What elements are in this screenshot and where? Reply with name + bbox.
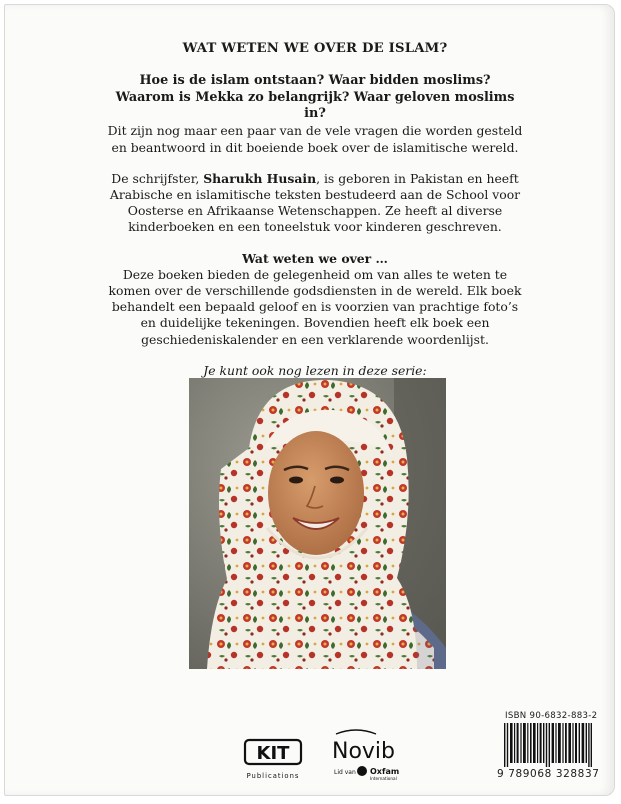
intro-paragraph: Dit zijn nog maar een paar van de vele vragen die worden gesteld en beantwoord in dit boeiende boek over de islamitische wereld. [107,123,523,155]
novib-member: Lid van [334,769,356,776]
question-line: Waarom is Mekka zo belangrijk? Waar geloven moslims in? [115,89,515,122]
kit-logo-icon [237,736,309,782]
book-back-cover [4,4,615,796]
author-name: Sharukh Husain [203,170,317,186]
barcode-icon [504,723,592,767]
kit-sub: Publications [246,772,300,780]
author-text-after: , is geboren in Pakistan en heeft Arabische en islamitische teksten bestudeerd aan de School voor Oosterse en Afrikaanse Wetenschappen. Ze heeft al diverse kinderboeken en een toneelstuk voor kinderen geschreven. [109,170,521,235]
photo-girl-in-headscarf [189,378,446,669]
series-heading: Wat weten we over … [242,250,388,266]
barcode [504,723,592,767]
cover-photo [189,378,446,669]
oxfam-wordmark: Oxfam [370,767,400,776]
novib-logo-icon [330,728,408,782]
author-paragraph [105,171,525,236]
also-label: Je kunt ook nog lezen in deze serie: [203,362,427,378]
oxfam-sub: International [370,776,397,781]
page-title: WAT WETEN WE OVER DE ISLAM? [182,41,448,56]
kit-publications-logo [237,736,309,782]
barcode-number: 9 789068 328837 [497,768,600,780]
novib-wordmark: Novib [332,739,396,764]
teaser-questions [105,73,525,122]
isbn-label: ISBN 90-6832-883-2 [505,711,598,721]
novib-logo [330,728,408,782]
author-text-before: De schrijfster, [111,170,204,186]
kit-wordmark: KIT [256,743,290,764]
blurb [105,41,525,395]
question-line: Hoe is de islam ontstaan? Waar bidden moslims? [139,73,491,89]
series-paragraph: Deze boeken bieden de gelegenheid om van alles te weten te komen over de verschillende godsdiensten in de wereld. Elk boek behandelt een bepaald geloof en is voorzien van prachtige foto’s en duidelijke tekeningen. Bovendien heeft elk boek een geschiedeniskalender en een verklarende woordenlijst. [108,266,522,347]
